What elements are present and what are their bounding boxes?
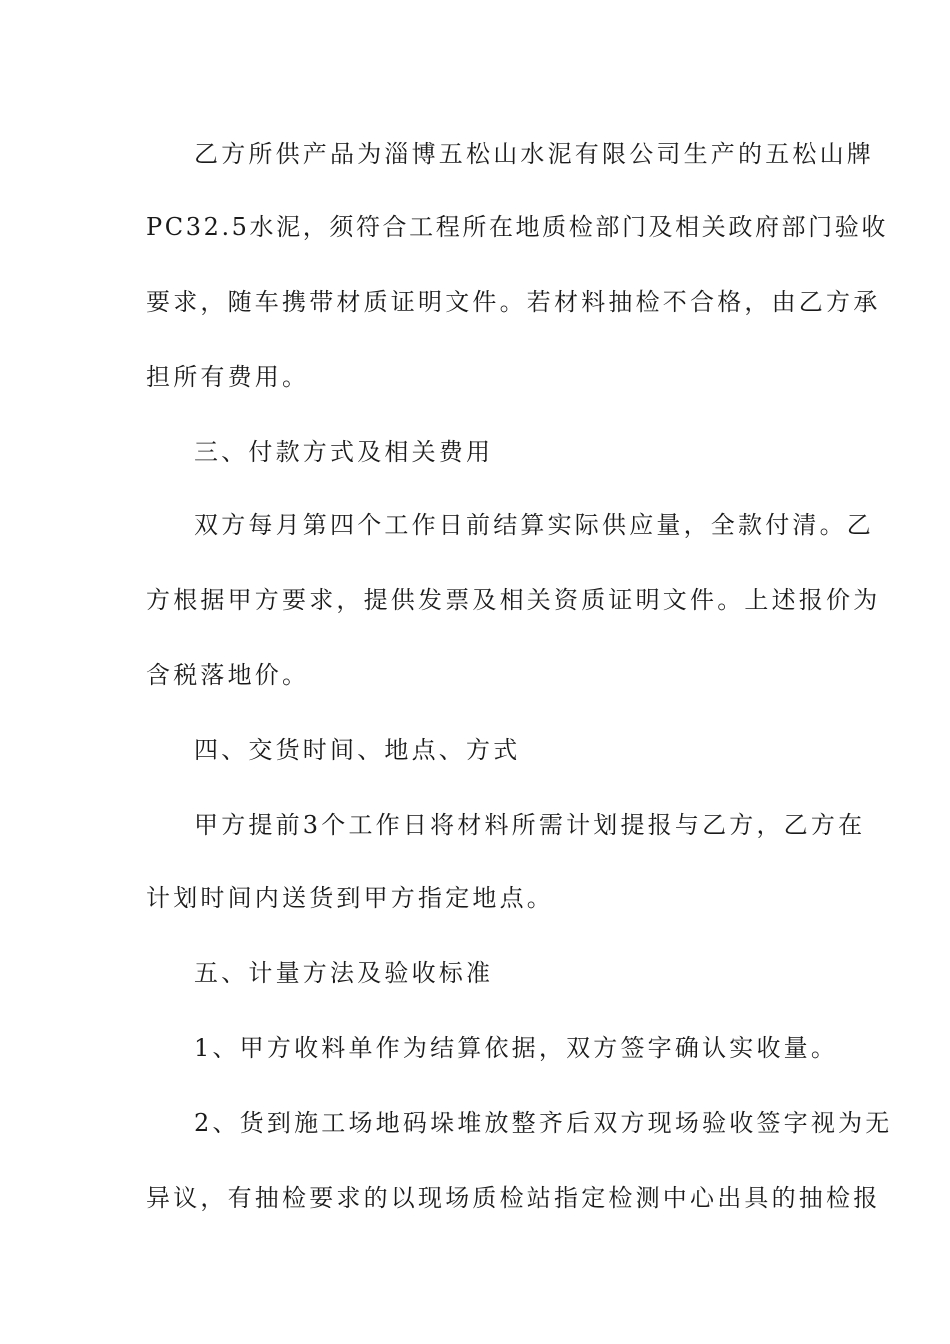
clause-1: 1、甲方收料单作为结算依据，双方签字确认实收量。	[194, 1034, 839, 1062]
section-heading-delivery: 四、交货时间、地点、方式	[194, 736, 521, 764]
paragraph-product-line-2: PC32.5水泥，须符合工程所在地质检部门及相关政府部门验收	[146, 213, 888, 241]
paragraph-product-line-3: 要求，随车携带材质证明文件。若材料抽检不合格，由乙方承	[146, 288, 881, 316]
paragraph-delivery-line-2: 计划时间内送货到甲方指定地点。	[146, 884, 554, 912]
paragraph-product-line-1: 乙方所供产品为淄博五松山水泥有限公司生产的五松山牌	[194, 140, 874, 168]
clause-2-line-2: 异议，有抽检要求的以现场质检站指定检测中心出具的抽检报	[146, 1184, 881, 1212]
paragraph-delivery-line-1: 甲方提前3个工作日将材料所需计划提报与乙方，乙方在	[194, 811, 866, 839]
section-heading-measurement: 五、计量方法及验收标准	[194, 959, 494, 987]
section-heading-payment: 三、付款方式及相关费用	[194, 438, 494, 466]
paragraph-payment-line-1: 双方每月第四个工作日前结算实际供应量，全款付清。乙	[194, 511, 874, 539]
paragraph-payment-line-3: 含税落地价。	[146, 661, 310, 689]
paragraph-payment-line-2: 方根据甲方要求，提供发票及相关资质证明文件。上述报价为	[146, 586, 881, 614]
paragraph-product-line-4: 担所有费用。	[146, 363, 310, 391]
clause-2-line-1: 2、货到施工场地码垛堆放整齐后双方现场验收签字视为无	[194, 1109, 893, 1137]
